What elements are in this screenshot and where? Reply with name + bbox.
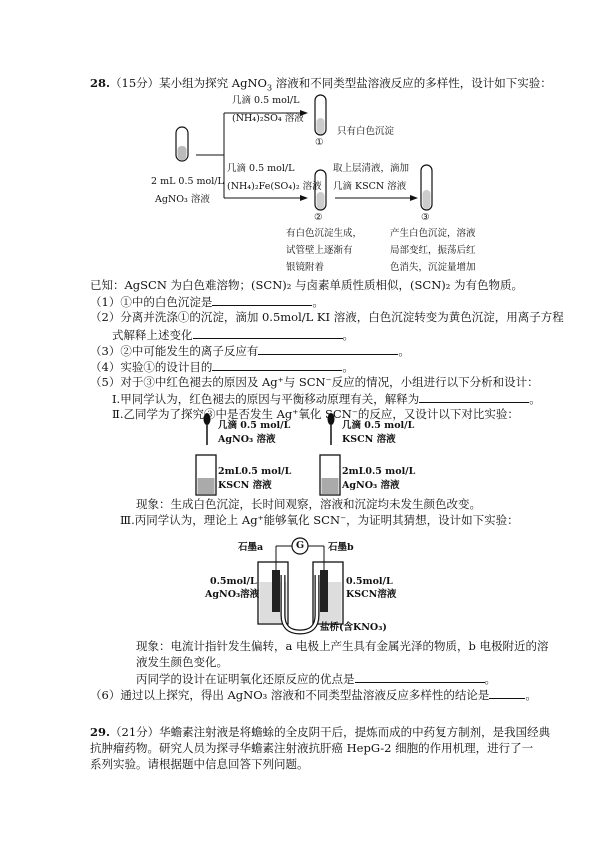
left-tube-line2: KSCN 溶液 (218, 480, 272, 491)
right-solution-line1: 0.5mol/L (346, 576, 393, 587)
q28-stem: 某小组为探究 AgNO (159, 76, 267, 90)
sub1-text: （1）①中的白色沉淀是 (90, 295, 213, 309)
tube3-result-line2: 局部变红，振荡后红 (390, 245, 476, 256)
sub4-answer-blank[interactable] (212, 359, 342, 371)
left-drop-line2: AgNO₃ 溶液 (218, 434, 276, 445)
tube-3 (421, 165, 432, 210)
tube2-label: ② (314, 212, 323, 223)
sub-question-5-III: Ⅲ.丙同学认为，理论上 Ag⁺能够氧化 SCN⁻，为证明其猜想，设计如下实验： (120, 513, 519, 527)
phenomenon-1: 现象：生成白色沉淀，长时间观察，溶液和沉淀均未发生颜色改变。 (136, 497, 481, 511)
galvanometer-label: G (296, 540, 305, 551)
q29-line2: 抗肿瘤药物。研究人员为探寻华蟾素注射液抗肝癌 HepG-2 细胞的作用机理，进行了一 (90, 741, 534, 755)
sub5-I-answer-blank[interactable] (419, 391, 529, 403)
q29-number: 29. (90, 725, 111, 739)
sub-question-3: （3）②中可能发生的离子反应有 。 (90, 344, 410, 358)
step-line1: 取上层清液，滴加 (333, 163, 410, 174)
q28-stem-sub: 3 (266, 83, 273, 93)
sub4-text: （4）实验①的设计目的 (90, 360, 213, 374)
sub6-text: （6）通过以上探究，得出 AgNO₃ 溶液和不同类型盐溶液反应多样性的结论是 (90, 688, 490, 702)
sub2-text: 式解释上述变化 (112, 328, 193, 342)
left-solution-line2: AgNO₃溶液 (205, 589, 260, 600)
start-tube (176, 127, 188, 161)
right-tube-line2: AgNO₃ 溶液 (342, 480, 400, 491)
tube3-label: ③ (421, 212, 430, 223)
step-line2: 几滴 KSCN 溶液 (333, 181, 407, 192)
sub5-I-text: Ⅰ.甲同学认为，红色褪去的原因与平衡移动原理有关，解释为 (112, 392, 420, 406)
mid-reagent-line2: (NH₄)₂Fe(SO₄)₂ 溶液 (227, 181, 322, 192)
tube2-result-line3: 银镜附着 (286, 262, 325, 273)
top-reagent-line2: (NH₄)₂SO₄ 溶液 (232, 113, 304, 124)
q28-stem-tail: 溶液和不同类型盐溶液反应的多样性，设计如下实验： (272, 76, 552, 90)
q29-points: （21分） (110, 725, 160, 739)
sub-question-4: （4）实验①的设计目的 。 (90, 360, 354, 374)
advantage-answer-blank[interactable] (355, 671, 485, 683)
tube2-result-line2: 试管壁上逐渐有 (286, 245, 353, 256)
q29-line1 (90, 725, 550, 740)
sub3-answer-blank[interactable] (258, 343, 398, 355)
left-solution-line1: 0.5mol/L (210, 576, 257, 587)
tube3-result-line3: 色消失，沉淀量增加 (390, 262, 476, 273)
right-drop-line1: 几滴 0.5 mol/L (342, 420, 415, 431)
sub-question-2-line2: 式解释上述变化 。 (112, 328, 354, 342)
left-tube-line1: 2mL0.5 mol/L (218, 466, 292, 477)
right-drop-line2: KSCN 溶液 (342, 434, 396, 445)
sub6-answer-blank[interactable] (489, 687, 525, 699)
sub-question-1: （1）①中的白色沉淀是 。 (90, 295, 324, 309)
tube1-label: ① (315, 137, 324, 148)
advantage-question: 丙同学的设计在证明氧化还原反应的优点是 。 (136, 672, 496, 686)
sub-question-5-II: Ⅱ.乙同学为了探究③中是否发生 Ag⁺氧化 SCN⁻的反应，又设计以下对比实验： (112, 407, 519, 421)
electrode-a-label: 石墨a (238, 542, 264, 553)
q29-text-line1: 华蟾素注射液是将蟾蜍的全皮阴干后，提炼而成的中药复方制剂，是我国经典 (159, 725, 551, 739)
phenomenon-2-line2: 液发生颜色变化。 (136, 655, 228, 669)
right-tube-line1: 2mL0.5 mol/L (342, 466, 416, 477)
mid-reagent-line1: 几滴 0.5 mol/L (227, 163, 295, 174)
q28-points: （15分） (110, 76, 160, 90)
left-drop-line1: 几滴 0.5 mol/L (218, 420, 291, 431)
sub-question-5-I: Ⅰ.甲同学认为，红色褪去的原因与平衡移动原理有关，解释为 。 (112, 392, 541, 406)
sub3-text: （3）②中可能发生的离子反应有 (90, 344, 259, 358)
sub-question-5-intro: （5）对于③中红色褪去的原因及 Ag⁺与 SCN⁻反应的情况，小组进行以下分析和设计： (90, 375, 539, 389)
start-solution-line2: AgNO₃ 溶液 (155, 194, 210, 205)
right-solution-line2: KSCN溶液 (346, 589, 397, 600)
q28-number: 28. (90, 76, 111, 90)
sub1-answer-blank[interactable] (212, 294, 312, 306)
electrode-b-label: 石墨b (328, 542, 354, 553)
tube1-result: 只有白色沉淀 (337, 126, 395, 137)
top-reagent-line1: 几滴 0.5 mol/L (232, 95, 300, 106)
tube3-result-line1: 产生白色沉淀，溶液 (390, 228, 476, 239)
exp2-right-setup (320, 413, 340, 495)
sub2-answer-blank[interactable] (193, 327, 343, 339)
salt-bridge-label: 盐桥(含KNO₃) (320, 622, 387, 633)
start-solution-line1: 2 mL 0.5 mol/L (151, 176, 224, 187)
sub-question-2-line1: （2）分离并洗涤①的沉淀，滴加 0.5mol/L KI 溶液，白色沉淀转变为黄色沉淀，用离子方程 (90, 310, 564, 324)
known-info: 已知：AgSCN 为白色难溶物；(SCN)₂ 与卤素单质性质相似，(SCN)₂ 为有色物质。 (90, 278, 524, 292)
sub-question-6: （6）通过以上探究，得出 AgNO₃ 溶液和不同类型盐溶液反应多样性的结论是 。 (90, 688, 537, 702)
phenomenon-2-line1: 现象：电流计指针发生偏转，a 电极上产生具有金属光泽的物质，b 电极附近的溶 (136, 639, 549, 653)
tube2-result-line1: 有白色沉淀生成， (286, 228, 363, 239)
tube-1 (315, 95, 326, 135)
exp2-left-setup (196, 413, 216, 495)
q29-line3: 系列实验。请根据题中信息回答下列问题。 (90, 757, 309, 771)
advantage-text: 丙同学的设计在证明氧化还原反应的优点是 (136, 672, 355, 686)
